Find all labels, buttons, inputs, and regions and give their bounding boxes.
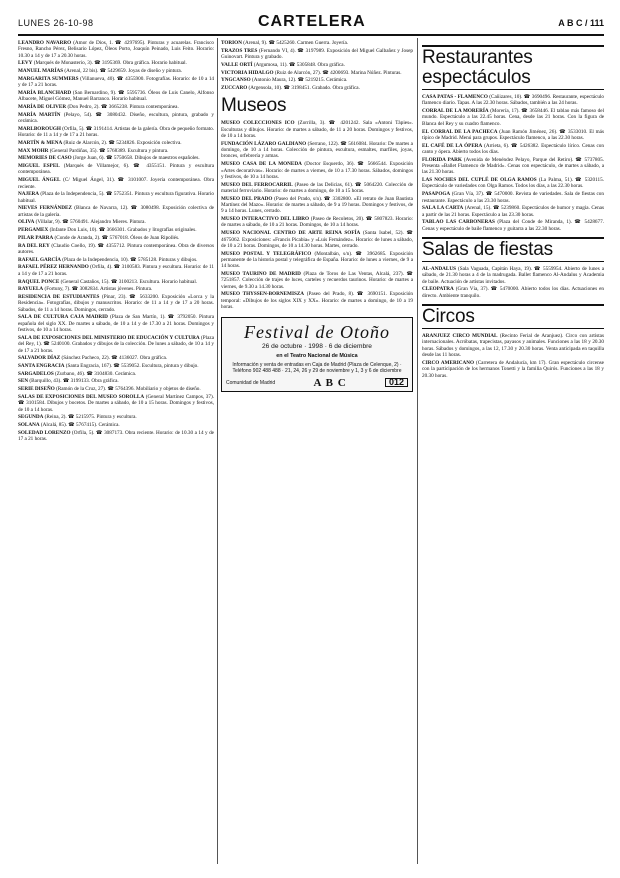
listing-entry: [18, 155, 214, 161]
listing-name: RESIDENCIA DE ESTUDIANTES: [18, 294, 100, 301]
listing-entry: [18, 394, 214, 413]
listing-text: (Arenal, 15). ☎ 5239860. Espectáculos de humor y magia. Cenas a partir de las 21 horas. Espectáculo a las 23.30 horas.: [422, 205, 604, 218]
listing-text: (Morería, 17). ☎ 3658446. El tablao más famoso del mundo. Espectáculo a las 22.45 horas. Cena, desde las 21 horas. Con la figura de Blanca del Rey y su cuadro flamenco.: [422, 108, 604, 127]
listing-text: (Sala Vaguada, Capitán Haya, 19). ☎ 5559954. Abierto de lunes a sábado, de 21.30 horas a 4 de la madrugada. Ballet flamenco Al-Andalus y Academia de baile. Actuación de artistas invitados.: [422, 266, 604, 285]
listing-name: MUSEO DEL FERROCARRIL: [221, 181, 293, 188]
listing-name: MIGUEL ÁNGEL: [18, 177, 61, 184]
listing-text: (Alcalá, 85). ☎ 5767415). Cerámica.: [39, 422, 120, 429]
listing-name: FLORIDA PARK: [422, 156, 462, 163]
listing-entry: [18, 371, 214, 377]
listing-name: MUSEO INTERACTIVO DEL LIBRO: [221, 216, 310, 223]
listing-entry: [422, 205, 604, 218]
festival-advertisement[interactable]: [221, 317, 413, 392]
listing-entry: [18, 191, 214, 204]
ad-dates: 26 de octubre · 1998 · 6 de diciembre: [262, 342, 372, 350]
listing-name: MARÍA BLANCHARD: [18, 89, 72, 96]
listing-entry: [18, 104, 214, 110]
listing-text: (Zorrilla, 3). ☎ 4201242. Sala «Antoni Tàpies». Esculturas y dibujos. Horario: de martes a sábado, de 11 a 20 horas. Domingos y festivos, de 10 a 14 horas.: [221, 120, 413, 140]
galleries-continued: [221, 40, 413, 91]
salas-list: [422, 266, 604, 299]
listing-entry: [221, 291, 413, 310]
section-title-salas: Salas de fiestas: [422, 237, 604, 262]
listing-entry: [221, 161, 413, 180]
listing-text: (Marqués de Monasterio, 3). ☎ 3195369. Obra gráfica. Horario habitual.: [32, 60, 187, 67]
listing-text: (San Bernardino, 9). ☎ 5595736. Óleos de Luis Canelo, Alfonso Albacete, Miguel Gómez, Manuel Barranco. Horario habitual.: [18, 89, 214, 103]
listing-text: (Santa Engracia, 167). ☎ 5539052. Escultura, pintura y dibujo.: [64, 363, 199, 370]
listing-entry: [18, 90, 214, 103]
listing-name: RA DEL REY: [18, 242, 50, 249]
circus-list: [422, 333, 604, 379]
listing-entry: [221, 120, 413, 139]
listing-name: ARANJUEZ CIRCO MUNDIAL: [422, 333, 498, 340]
ad-footer: [226, 377, 408, 390]
listing-entry: [18, 126, 214, 139]
listing-name: SOLEDAD LORENZO: [18, 429, 71, 436]
listing-name: MEMORIES DE CASO: [18, 155, 72, 162]
listing-entry: [18, 279, 214, 285]
listing-name: MARGARITA SUMMERS: [18, 75, 79, 82]
column-galleries: [18, 40, 214, 866]
listing-name: VICTORIA HIDALGO: [221, 69, 274, 76]
listing-entry: [18, 163, 214, 176]
listing-name: CIRCO AMERICANO: [422, 359, 475, 366]
listing-entry: [18, 112, 214, 125]
listing-entry: [18, 76, 214, 89]
ad-info: Información y venta de entradas en Caja de Madrid (Plaza de Celenque, 2) · Teléfono 902 488 488 · 21, 24, 26 y 29 de noviembre y 1, 3 y 6 de diciembre: [232, 362, 402, 375]
abc-logo: A B C: [313, 377, 347, 390]
listing-text: (General Martínez Campos, 37). ☎ 3101584. Dibujos y bocetos. De martes a sábado, de 10 a 15 horas. Domingos y festivos, de 10 a 14 horas.: [18, 393, 214, 413]
listing-name: YNGCANSO: [221, 77, 251, 84]
listing-entry: [422, 266, 604, 285]
section-title-restaurantes: Restaurantes espectáculos: [422, 45, 604, 90]
listing-text: (Cañizares, 10). ☎ 3690496. Restaurante, espectáculo flamenco diario. Tapas. A las 22.30 horas. Sábados, también a las 24 horas.: [422, 94, 604, 107]
listing-entry: [18, 235, 214, 241]
listing-entry: [18, 414, 214, 420]
listing-name: PERGAMEX: [18, 227, 49, 234]
listing-text: (Plaza de San Martín, 1). ☎ 3792050. Pintura española del siglo XX. De martes a sábado, de 10 a 14 y de 17.30 a 21 horas. Domingos y festivos, de 10 a 14 horas.: [18, 314, 214, 334]
listing-entry: [18, 314, 214, 333]
listing-text: (Antonio Maura, 12). ☎ 5219215. Cerámica.: [250, 77, 348, 84]
listing-entry: [422, 360, 604, 379]
section-title-circos: Circos: [422, 304, 604, 329]
listing-entry: [18, 422, 214, 428]
listing-name: MUSEO POSTAL Y TELEGRÁFICO: [221, 250, 312, 257]
listing-text: (Avenida de Menéndez Pelayo, Parque del Retiro). ☎ 5737805. Presenta «Ballet Flamenco de Madrid». Cenas con espectáculo, de martes a sábado, a las 21.30 horas.: [422, 156, 604, 176]
listing-text: (Pinar, 23). ☎ 5633200. Exposición «Lorca y la Residencia». Fotografías, dibujos y manuscritos. Horario: de 11 a 14 y de 17 a 20 horas. Sábados, de 11 a 14 horas. Domingos, cerrado.: [18, 294, 214, 313]
listing-text: (Infante Don Luis, 10). ☎ 3666301. Grabados y litografías originales.: [48, 227, 197, 234]
listing-name: SEN: [18, 378, 29, 385]
listing-text: (Paseo de Recoletos, 20). ☎ 5807823. Horario: de martes a sábado, de 10 a 21 horas. Domingos, de 10 a 14 horas.: [221, 216, 413, 229]
page-header: [18, 14, 604, 36]
restaurants-list: [422, 94, 604, 232]
listing-name: MUSEO NACIONAL CENTRO DE ARTE REINA SOFÍA: [221, 230, 361, 237]
listing-text: (Amor de Dios, 1. ☎ 4297695). Pinturas y acuarelas. Francisco Fresno, Rancho Pérez, Belisario López, Óleos Porto, Joaquín Peinado, Luis Feito. Horario: 10.30 a 14 y de 17 a 20.30 horas.: [18, 40, 214, 59]
listing-name: LAS NOCHES DEL CUPLÉ DE OLGA RAMOS: [422, 177, 537, 184]
listing-text: (Arrieta, 6). ☎ 5426382. Espectáculo lírico. Cenas con canto y ópera. Abierto todos los días.: [422, 142, 604, 155]
newspaper-page: [18, 14, 604, 866]
listing-name: SALA DE EXPOSICIONES DEL MINISTERIO DE EDUCACIÓN Y CULTURA: [18, 334, 200, 341]
listing-entry: [18, 205, 214, 218]
listing-entry: [422, 286, 604, 299]
column-divider: [217, 38, 218, 864]
listing-text: (Serrano, 122). ☎ 5616084. Horario: De martes a domingo, de 10 a 14 horas. Colección de pintura, escultura, esmaltes, marfiles, joyas, bronces, orfebrería y armas.: [221, 140, 413, 160]
listing-entry: [18, 60, 214, 66]
listing-entry: [18, 386, 214, 392]
listing-text: (Recinto Ferial de Aranjuez). Circo con artistas internacionales. Acróbatas, trapecistas, payasos y animales. Funciones a las 18 y 20.30 horas. Sábados y domingos, a las 12, 17.30 y 20.30 horas. Venta anticipada en taquilla desde las 11 horas.: [422, 333, 604, 359]
listing-entry: [18, 257, 214, 263]
listing-name: MARTÍN & MENA: [18, 139, 63, 146]
listing-text: (Carretera de Andalucía, km 17). Gran espectáculo circense con la participación de los hermanos Tonetti y la familia Quirós. Funciones a las 18 y 20.30 horas.: [422, 359, 604, 379]
listing-text: (Arenal, 22 bis). ☎ 5429659. Joyas de diseño y pintura.: [63, 68, 182, 75]
listing-entry: [18, 219, 214, 225]
listing-entry: [422, 94, 604, 107]
listing-text: (Fortuny, 7). ☎ 3082834. Artistas jóvenes. Pintura.: [43, 286, 153, 293]
ad-venue: en el Teatro Nacional de Música: [276, 352, 358, 359]
listing-entry: [18, 243, 214, 256]
column-museums: [221, 40, 413, 866]
listing-text: (Jorge Juan, 6). ☎ 5750658. Dibujos de maestros españoles.: [71, 155, 200, 162]
listing-text: (Paseo de las Delicias, 61). ☎ 5064220. Colección de material ferroviario. Horario: de martes a domingo, de 10 a 15 horas.: [221, 181, 413, 194]
listing-name: RAYUELA: [18, 286, 44, 293]
ad-phone-number: 012: [385, 378, 408, 386]
listing-entry: [422, 108, 604, 127]
listing-name: VALLE ORTÍ: [221, 61, 253, 68]
listing-entry: [221, 271, 413, 290]
listing-name: MARÍA DE OLIVER: [18, 104, 67, 111]
listing-text: (C/ Miguel Ángel, 31). ☎ 3101007. Joyería contemporánea. Obra reciente.: [18, 177, 214, 190]
listing-name: EL CORRAL DE LA PACHECA: [422, 128, 498, 135]
listing-name: MUSEO THYSSEN-BORNEMISZA: [221, 291, 305, 298]
listing-name: MANUEL MARÍAS: [18, 68, 64, 75]
listing-name: MIGUEL ESPEL: [18, 163, 60, 170]
listing-entry: [422, 157, 604, 176]
listing-text: (Juan Ramón Jiménez, 26). ☎ 3533010. El más típico de Madrid. Menú para grupos. Espectáculo flamenco, a las 22.30 horas.: [422, 128, 604, 141]
listing-entry: [18, 68, 214, 74]
listing-entry: [18, 355, 214, 361]
listing-entry: [221, 85, 413, 91]
listing-entry: [18, 363, 214, 369]
listing-text: (Orfila, 5). ☎ 3191414. Artistas de la galería. Obra de pequeño formato. Horario: de 11 a 14 y de 17 a 21 horas.: [18, 125, 214, 139]
listing-text: (General Castaños, 15). ☎ 3100213. Escultura. Horario habitual.: [59, 278, 198, 285]
listing-text: (Argumosa, 11). ☎ 5305848. Obra gráfica.: [252, 61, 345, 68]
listing-text: (Ruiz de Alarcón, 27). ☎ 4200693. Marina Núñez. Pinturas.: [273, 69, 402, 76]
listing-entry: [221, 196, 413, 215]
ad-title: Festival de Otoño: [244, 321, 390, 342]
listing-name: MUSEO CASA DE LA MONEDA: [221, 161, 302, 168]
listing-text: (Conde de Aranda, 2). ☎ 5767018. Óleos de Juan Ripollés.: [53, 234, 180, 241]
listing-name: LEANDRO NAVARRO: [18, 40, 72, 46]
listing-name: SARGADELOS: [18, 370, 54, 377]
listing-text: (Marqués de Villamejor, 6). ☎ 4355151. Pintura y escultura contemporánea.: [18, 163, 214, 176]
listing-text: (Zurbano, 46). ☎ 3104830. Cerámica.: [53, 370, 137, 377]
listing-name: ZUCCARO: [221, 85, 248, 92]
listing-text: (Plaza del Rey, 1). ☎ 5240100. Grabados y dibujos de la colección. De lunes a sábado, de 10 a 14 y de 17 a 21 horas.: [18, 334, 214, 354]
ad-sponsor: Comunidad de Madrid: [226, 380, 276, 387]
listing-text: (Blanca de Navarra, 12). ☎ 3080498. Exposición colectiva de artistas de la galería.: [18, 205, 214, 218]
listing-name: SALAS DE EXPOSICIONES DEL MUSEO SOROLLA: [18, 393, 145, 400]
listing-entry: [18, 140, 214, 146]
listing-name: MUSEO DEL PRADO: [221, 195, 273, 202]
listing-entry: [18, 378, 214, 384]
listing-text: (Doctor Esquerdo, 36). ☎ 5666544. Exposición «Artes decorativas». Horario: de martes a viernes, de 10 a 17.30 horas. Sábados, domingos y festivos, de 10 a 14 horas.: [221, 161, 413, 180]
listing-text: (Reina, 2). ☎ 5215975. Pintura y escultura.: [43, 414, 137, 421]
listing-text: (Pelayo, 54). ☎ 3080432. Diseño, escultura, pintura, grabado y cerámica.: [18, 111, 214, 125]
listing-name: RAFAEL PÉREZ HERNANDO: [18, 264, 89, 271]
listing-entry: [18, 40, 214, 59]
listing-entry: [221, 62, 413, 68]
listing-entry: [221, 230, 413, 249]
listing-entry: [18, 148, 214, 154]
listing-text: (Plaza del Conde de Miranda, 1). ☎ 5428677. Cenas y espectáculo de baile flamenco y guitarra a las 22.30 horas.: [422, 219, 604, 232]
listing-name: SALVADOR DÍAZ: [18, 355, 61, 362]
listing-entry: [18, 294, 214, 313]
listing-text: (General Pardiñas, 35). ☎ 5768389. Escultura y pintura.: [48, 147, 169, 154]
listing-name: SANTA ENGRACIA: [18, 363, 65, 370]
listing-name: FUNDACIÓN LÁZARO GALDIANO: [221, 140, 307, 147]
listing-name: PASAPOGA: [422, 191, 451, 198]
listing-text: (Villanueva, 40). ☎ 4355900. Fotografías. Horario: de 10 a 14 y de 17 a 21 horas.: [18, 75, 214, 89]
listing-name: TORION: [221, 40, 242, 46]
listing-entry: [221, 70, 413, 76]
listing-name: TABLAO LAS CARBONERAS: [422, 219, 495, 226]
listing-text: (Barquillo, 43). ☎ 3199133. Obra gráfica.: [28, 378, 119, 385]
listing-name: SALA LA CARTA: [422, 205, 464, 212]
listing-entry: [422, 191, 604, 204]
listing-name: SEGUNDA: [18, 414, 44, 421]
listing-name: CASA PATAS - FLAMENCO: [422, 94, 488, 100]
listing-entry: [422, 129, 604, 142]
listing-name: TRAZOS TRES: [221, 47, 258, 54]
listing-text: (Ramón de la Cruz, 27). ☎ 5764396. Mobiliario y objetos de diseño.: [54, 386, 201, 393]
listing-name: RAFAEL GARCÍA: [18, 256, 61, 263]
listing-entry: [18, 264, 214, 277]
listing-entry: [221, 216, 413, 229]
listing-entry: [221, 77, 413, 83]
listing-text: (La Palma, 51). ☎ 5320115. Espectáculo de variedades con Olga Ramos. Todos los días, a las 22.30 horas.: [422, 177, 604, 190]
listing-text: (Orfila, 4). ☎ 3100583. Pintura y escultura. Horario: de 11 a 14 y de 17 a 21 horas.: [18, 264, 214, 277]
listing-text: (Plaza de la Independencia, 5). ☎ 5752351. Pintura y escultura figurativa. Horario habitual.: [18, 191, 214, 204]
listing-name: MUSEO TAURINO DE MADRID: [221, 271, 301, 278]
listing-text: (Plaza de Toros de Las Ventas, Alcalá, 237). ☎ 7251857. Colección de trajes de luces, carteles y recuerdos taurinos. Horario: de martes a viernes, de 9.30 a 14.30 horas.: [221, 271, 413, 290]
listing-name: OLIVA: [18, 219, 35, 226]
section-title-museos: Museos: [221, 95, 287, 117]
listing-entry: [18, 335, 214, 354]
listing-text: (Fernando VI, 4). ☎ 3197989. Exposición del Miguel Galbañez y Josep Guinovart. Pintura y grabado.: [221, 47, 413, 61]
listing-text: (Gran Vía, 37). ☎ 5470000. Revista de variedades. Sala de fiestas con restaurante. Espectáculo a las 23.30 horas.: [422, 191, 604, 204]
listing-entry: [422, 333, 604, 358]
listing-name: RAQUEL PONCE: [18, 278, 60, 285]
listing-entry: [422, 177, 604, 190]
header-date: LUNES 26-10-98: [18, 18, 94, 28]
listing-name: MARLBOROUGH: [18, 125, 61, 132]
listing-entry: [18, 227, 214, 233]
listing-entry: [18, 430, 214, 443]
listing-text: (Plaza de la Independencia, 10). ☎ 5785128. Pinturas y dibujos.: [61, 256, 198, 263]
listing-text: (Gran Vía, 37). ☎ 5470000. Abierto todos los días. Actuaciones en directo. Ambiente tranquilo.: [422, 286, 604, 299]
listing-entry: [422, 143, 604, 156]
listing-entry: [18, 286, 214, 292]
listing-text: (Claudio Coello, 19). ☎ 4355712. Pintura contemporánea. Obra de diversos autores.: [18, 242, 214, 255]
listing-entry: [18, 177, 214, 190]
listing-name: AL-ANDALUS: [422, 266, 457, 272]
museums-list: [221, 120, 413, 310]
listing-name: NAJERA: [18, 191, 40, 198]
listing-text: (Don Pedro, 2). ☎ 3665238. Pintura contemporánea.: [66, 104, 179, 111]
listing-entry: [422, 219, 604, 232]
listing-text: (Sánchez Pacheco, 22). ☎ 4136027. Obra gráfica.: [60, 355, 168, 362]
listing-name: PILAR PARRA: [18, 234, 54, 241]
listing-text: (Villalar, 9). ☎ 5760491. Alejandro Mieres. Pintura.: [34, 219, 146, 226]
listing-text: (Santa Isabel, 52). ☎ 4675062. Exposiciones: «Francis Picabia» y «Luis Fernández». Horario: de lunes a sábado, de 10 a 21 horas. Domingos, de 10 a 14.30 horas. Martes, cerrado.: [221, 230, 413, 249]
listing-entry: [221, 40, 413, 46]
listing-name: SOLANA: [18, 422, 40, 429]
listing-name: MAX MOHR: [18, 147, 49, 154]
listing-entry: [221, 48, 413, 61]
listing-entry: [221, 251, 413, 270]
listing-name: LEVY: [18, 60, 33, 67]
listing-text: (Paseo del Prado, 8). ☎ 3690151. Exposición temporal: «Dibujos de los siglos XIX y XX». Horario: de martes a domingo, de 10 a 19 horas.: [221, 291, 413, 311]
column-divider: [417, 38, 418, 864]
listing-name: CLEOPATRA: [422, 286, 454, 293]
listing-name: SERIE DISEÑO: [18, 386, 55, 393]
listing-name: MUSEO COLECCIONES ICO: [221, 120, 295, 127]
listing-entry: [221, 182, 413, 195]
listing-name: MARÍA MARTÍN: [18, 111, 61, 118]
listing-text: (Paseo del Prado, s/n). ☎ 3302800. «El retrato de Juan Bautista Martínez del Mazo». Horario: de martes a sábado, de 9 a 19 horas. Domingos y festivos, de 9 a 14 horas. Lunes, cerrado.: [221, 195, 413, 215]
listing-name: NIEVES FERNÁNDEZ: [18, 205, 72, 212]
listing-text: (Montalbán, s/n). ☎ 3962685. Exposición permanente de la historia postal y telegráfica de España. Horario: de lunes a viernes, de 9 a 14 horas.: [221, 250, 413, 270]
column-entertainment: [422, 40, 604, 866]
listing-text: (Arenal, 9). ☎ 5425260. Carmen Guerra. Joyería.: [241, 40, 349, 46]
listing-name: SALA DE CULTURA CAJA MADRID: [18, 314, 108, 321]
listing-name: EL CAFÉ DE LA ÓPERA: [422, 142, 483, 149]
listing-text: (Orfila, 5). ☎ 3087173. Obra reciente. Horario: de 10.30 a 14 y de 17 a 21 horas.: [18, 429, 214, 443]
page-number: A B C / 111: [558, 18, 604, 28]
section-heading: CARTELERA: [258, 13, 366, 30]
listing-text: (Argensola, 10). ☎ 3198451. Grabado. Obra gráfica.: [247, 85, 360, 92]
listing-name: CORRAL DE LA MORERÍA: [422, 108, 489, 115]
listing-text: (Ruiz de Alarcón, 2). ☎ 5234826. Exposición colectiva.: [62, 139, 182, 146]
listing-entry: [221, 141, 413, 160]
